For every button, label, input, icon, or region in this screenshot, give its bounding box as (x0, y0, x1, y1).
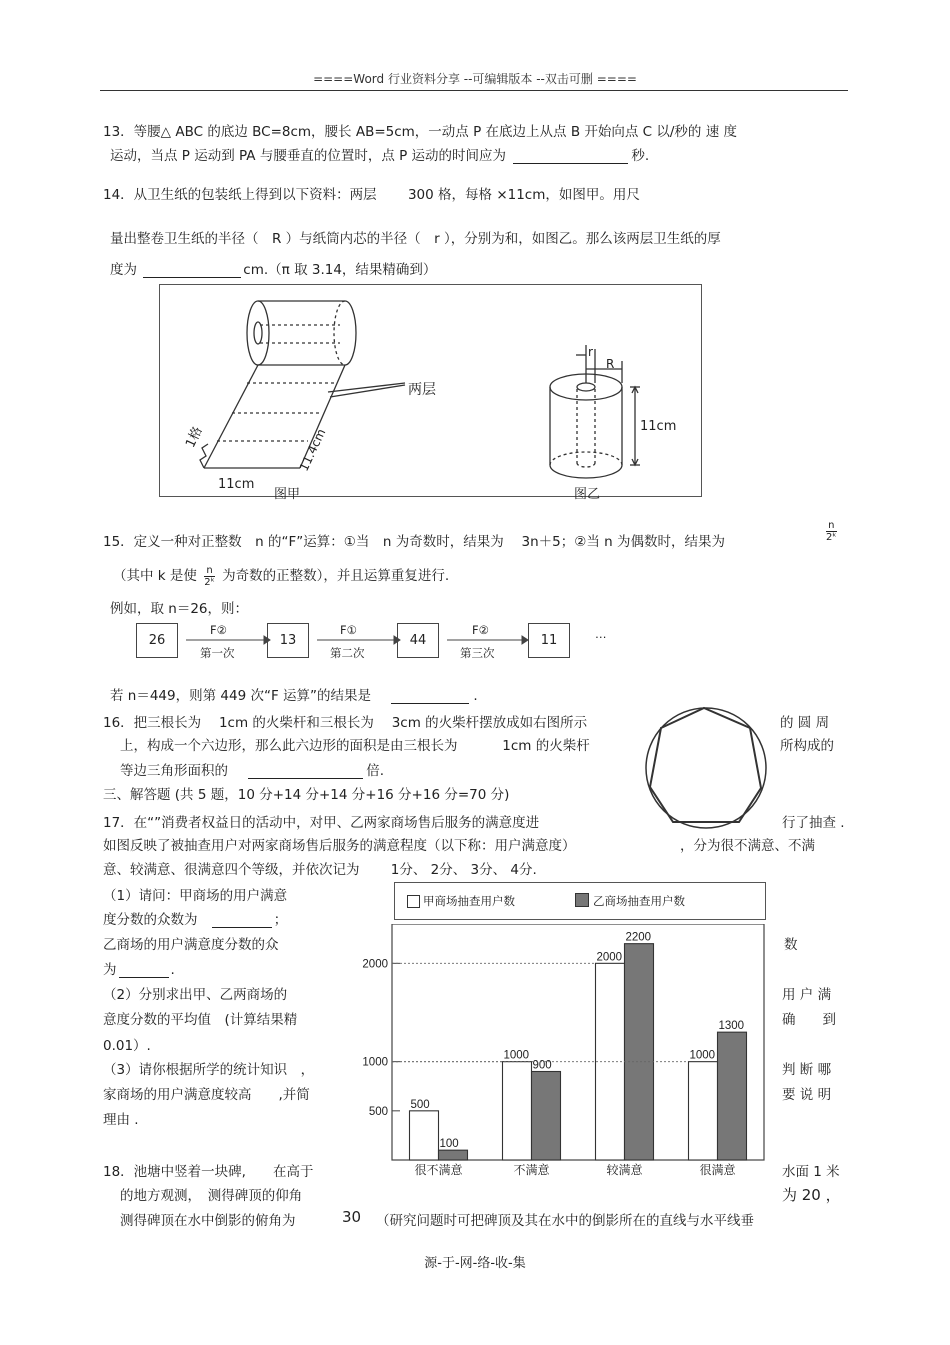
q15-line1: 15．定义一种对正整数 n 的“F”运算：①当 n 为奇数时，结果为 3n＋5；②当 n 为偶数时，结果为 (103, 534, 725, 550)
q18-line3a: 测得碑顶在水中倒影的俯角为 (120, 1213, 296, 1229)
q18-line1a: 18．池塘中竖着一块碑, 在高于 (103, 1164, 314, 1180)
q13-answer-blank[interactable] (513, 149, 628, 164)
flow-arrow2-bottom: 第二次 (330, 646, 365, 660)
q15-line2a: （其中 k 是使 (113, 568, 197, 584)
q14-line2: 量出整卷卫生纸的半径（ R ）与纸筒内芯的半径（ r ），分别为和，如图乙。那么该两层卫生纸的厚 (110, 231, 721, 247)
flow-ellipsis: … (595, 627, 607, 641)
q18-line3c: （研究问题时可把碑顶及其在水中的倒影所在的直线与水平线垂 (376, 1213, 754, 1229)
flow-arrow1-top: F② (210, 623, 227, 637)
q17-p1g: . (170, 962, 175, 978)
q13-line1: 13．等腰△ ABC 的底边 BC=8cm，腰长 AB=5cm，一动点 P 在底边上从点 B 开始向点 C 以/秒的 速 度 (103, 124, 738, 140)
q15-frac-right (826, 520, 837, 543)
satisfaction-bar-chart (352, 924, 770, 1186)
q17-p1f: 为 (103, 962, 117, 978)
flow-arrow3-bottom: 第三次 (460, 646, 495, 660)
q17-line3: 意、较满意、很满意四个等级，并依次记为 1分、 2分、 3分、 4分. (103, 862, 537, 878)
q18-line2a: 的地方观测， 测得碑顶的仰角 (120, 1188, 303, 1204)
q14-line3b: cm.（π 取 3.14，结果精确到） (243, 262, 437, 278)
flow-arrow3-top: F② (472, 623, 489, 637)
q16-line1a: 16．把三根长为 1cm 的火柴杆和三根长为 3cm 的火柴杆摆放成如右图所示 (103, 715, 588, 731)
q16-line3 (120, 759, 384, 779)
bar-label-1-2: 2200 (625, 931, 652, 944)
q17-mode-jia-blank[interactable] (212, 913, 272, 928)
q17-line2b: ，分为很不满意、不满 (680, 838, 815, 854)
q16-line2b: 所构成的 (780, 738, 834, 754)
q17-p3b: 判 断 哪 (782, 1062, 832, 1078)
q18-line2b: 为 20 ， (782, 1186, 841, 1204)
fig-label-r: r (588, 345, 593, 359)
q17-p3e: 理由 . (103, 1112, 139, 1128)
q15-line4 (110, 684, 478, 704)
section3-title: 三、解答题 (共 5 题，10 分+14 分+14 分+16 分+16 分=70 分) (103, 787, 510, 803)
q17-p3a: （3）请你根据所学的统计知识 ， (103, 1062, 315, 1078)
q17-p2e: 0.01）. (103, 1038, 151, 1054)
q15-line4a: 若 n＝449，则第 449 次“F 运算”的结果是 (110, 688, 372, 704)
legend-swatch-yi (575, 893, 589, 907)
flow-arrow1-bottom: 第一次 (200, 646, 235, 660)
fig-label-R: R (606, 357, 615, 371)
q14-line1: 14．从卫生纸的包装纸上得到以下资料：两层 300 格，每格 ×11cm，如图甲。用尺 (103, 187, 640, 203)
q17-line2a: 如图反映了被抽查用户对两家商场售后服务的满意程度（以下称：用户满意度） (103, 838, 576, 854)
q17-p2b: 用 户 满 (782, 987, 832, 1003)
q17-p3c: 家商场的用户满意度较高 ,并简 (103, 1087, 310, 1103)
q13-line2-text: 运动，当点 P 运动到 PA 与腰垂直的位置时，点 P 运动的时间应为 (110, 148, 507, 164)
q17-line1b: 行了抽查 . (782, 815, 845, 831)
category-label-1: 不满意 (513, 1163, 550, 1177)
bar-1-1 (532, 1072, 561, 1161)
flow-box-2: 13 (267, 623, 309, 658)
q17-p1b: 度分数的众数为 (103, 912, 198, 928)
q15-line2 (113, 564, 449, 588)
y-tick-label-1: 1000 (362, 1056, 388, 1069)
flow-box-1: 26 (136, 623, 178, 658)
bar-0-3 (689, 1062, 718, 1160)
page-footer: 源-于-网-络-收-集 (424, 1256, 526, 1271)
category-label-0: 很不满意 (414, 1163, 463, 1177)
q17-p1a: （1）请问：甲商场的用户满意 (103, 888, 288, 904)
y-tick-label-2: 2000 (362, 958, 388, 971)
bar-label-1-0: 100 (439, 1138, 459, 1151)
q15-line4b: . (473, 688, 478, 704)
q14-answer-blank[interactable] (143, 263, 241, 278)
q15-line3: 例如，取 n＝26，则： (110, 601, 249, 617)
bar-label-1-1: 900 (532, 1059, 552, 1072)
q17-p2c: 意度分数的平均值 (计算结果精 (103, 1012, 298, 1028)
flow-box-3: 44 (397, 623, 439, 658)
header-rule (100, 90, 848, 91)
q14-figure-frame (159, 284, 702, 502)
q17-p2a: （2）分别求出甲、乙两商场的 (103, 987, 288, 1003)
q17-line1a: 17．在“”消费者权益日的活动中，对甲、乙两家商场售后服务的满意度进 (103, 815, 540, 831)
q15-line2b: 为奇数的正整数），并且运算重复进行. (222, 568, 450, 584)
q17-p1e: 数 (784, 937, 798, 953)
q17-p3d: 要 说 明 (782, 1087, 832, 1103)
q16-line3b: 倍. (366, 763, 385, 779)
q17-mode-yi-blank[interactable] (119, 963, 169, 978)
legend-swatch-jia (407, 895, 420, 908)
bar-1-0 (439, 1150, 468, 1160)
q15-frac-num: n (826, 520, 837, 532)
category-label-3: 很满意 (699, 1163, 736, 1177)
bar-label-0-0: 500 (410, 1098, 430, 1111)
q17-p1b-row (103, 908, 287, 928)
category-label-2: 较满意 (606, 1163, 643, 1177)
flow-box-4: 11 (528, 623, 570, 658)
fig-caption-yi: 图乙 (574, 487, 601, 502)
q15-answer-blank[interactable] (391, 689, 469, 704)
flow-arrow2-top: F① (340, 623, 357, 637)
page-header: ====Word 行业资料分享 --可编辑版本 --双击可删 ==== (313, 72, 637, 86)
q15-frac-den: 2ᵏ (826, 532, 837, 543)
fig-label-yige: 1格 (183, 424, 206, 451)
bar-0-0 (410, 1111, 439, 1160)
q15-frac2-num: n (204, 565, 215, 577)
bar-label-1-3: 1300 (718, 1020, 745, 1033)
fig-label-width: 11cm (218, 477, 255, 492)
q17-p1c: ； (273, 912, 288, 928)
chart-legend (394, 882, 766, 920)
q13-unit: 秒. (631, 148, 650, 164)
q13-line2 (110, 144, 649, 164)
bar-label-0-3: 1000 (689, 1049, 716, 1062)
q17-p2d: 确 到 (782, 1012, 836, 1028)
fig-label-height: 11cm (640, 419, 677, 434)
q16-circle-hexagon-figure (643, 705, 769, 831)
y-tick-label-0: 500 (368, 1105, 388, 1118)
q14-line3a: 度为 (110, 262, 137, 278)
bar-label-0-2: 2000 (596, 951, 623, 964)
legend-label-yi: 乙商场抽查用户数 (593, 894, 685, 908)
q16-answer-blank[interactable] (248, 764, 363, 779)
q15-frac2-den: 2ᵏ (204, 576, 215, 588)
legend-label-jia: 甲商场抽查用户数 (423, 894, 515, 908)
fig-label-liangceng: 两层 (408, 382, 436, 398)
q18-line3b: 30 (342, 1208, 362, 1226)
fig-caption-jia: 图甲 (274, 487, 301, 502)
q16-line1b: 的 圆 周 (780, 715, 830, 731)
fig-label-length: 11.4cm (296, 426, 329, 474)
q18-line1b: 水面 1 米 (782, 1164, 840, 1180)
q17-p1f-row (103, 958, 175, 978)
bar-1-3 (718, 1032, 747, 1160)
q17-p1d: 乙商场的用户满意度分数的众 (103, 937, 279, 953)
q16-line3a: 等边三角形面积的 (120, 763, 228, 779)
q16-line2a: 上，构成一个六边形，那么此六边形的面积是由三根长为 1cm 的火柴杆 (120, 738, 590, 754)
bar-1-2 (625, 944, 654, 1160)
bar-0-1 (503, 1062, 532, 1160)
q14-line3 (110, 258, 436, 278)
bar-label-0-1: 1000 (503, 1049, 530, 1062)
